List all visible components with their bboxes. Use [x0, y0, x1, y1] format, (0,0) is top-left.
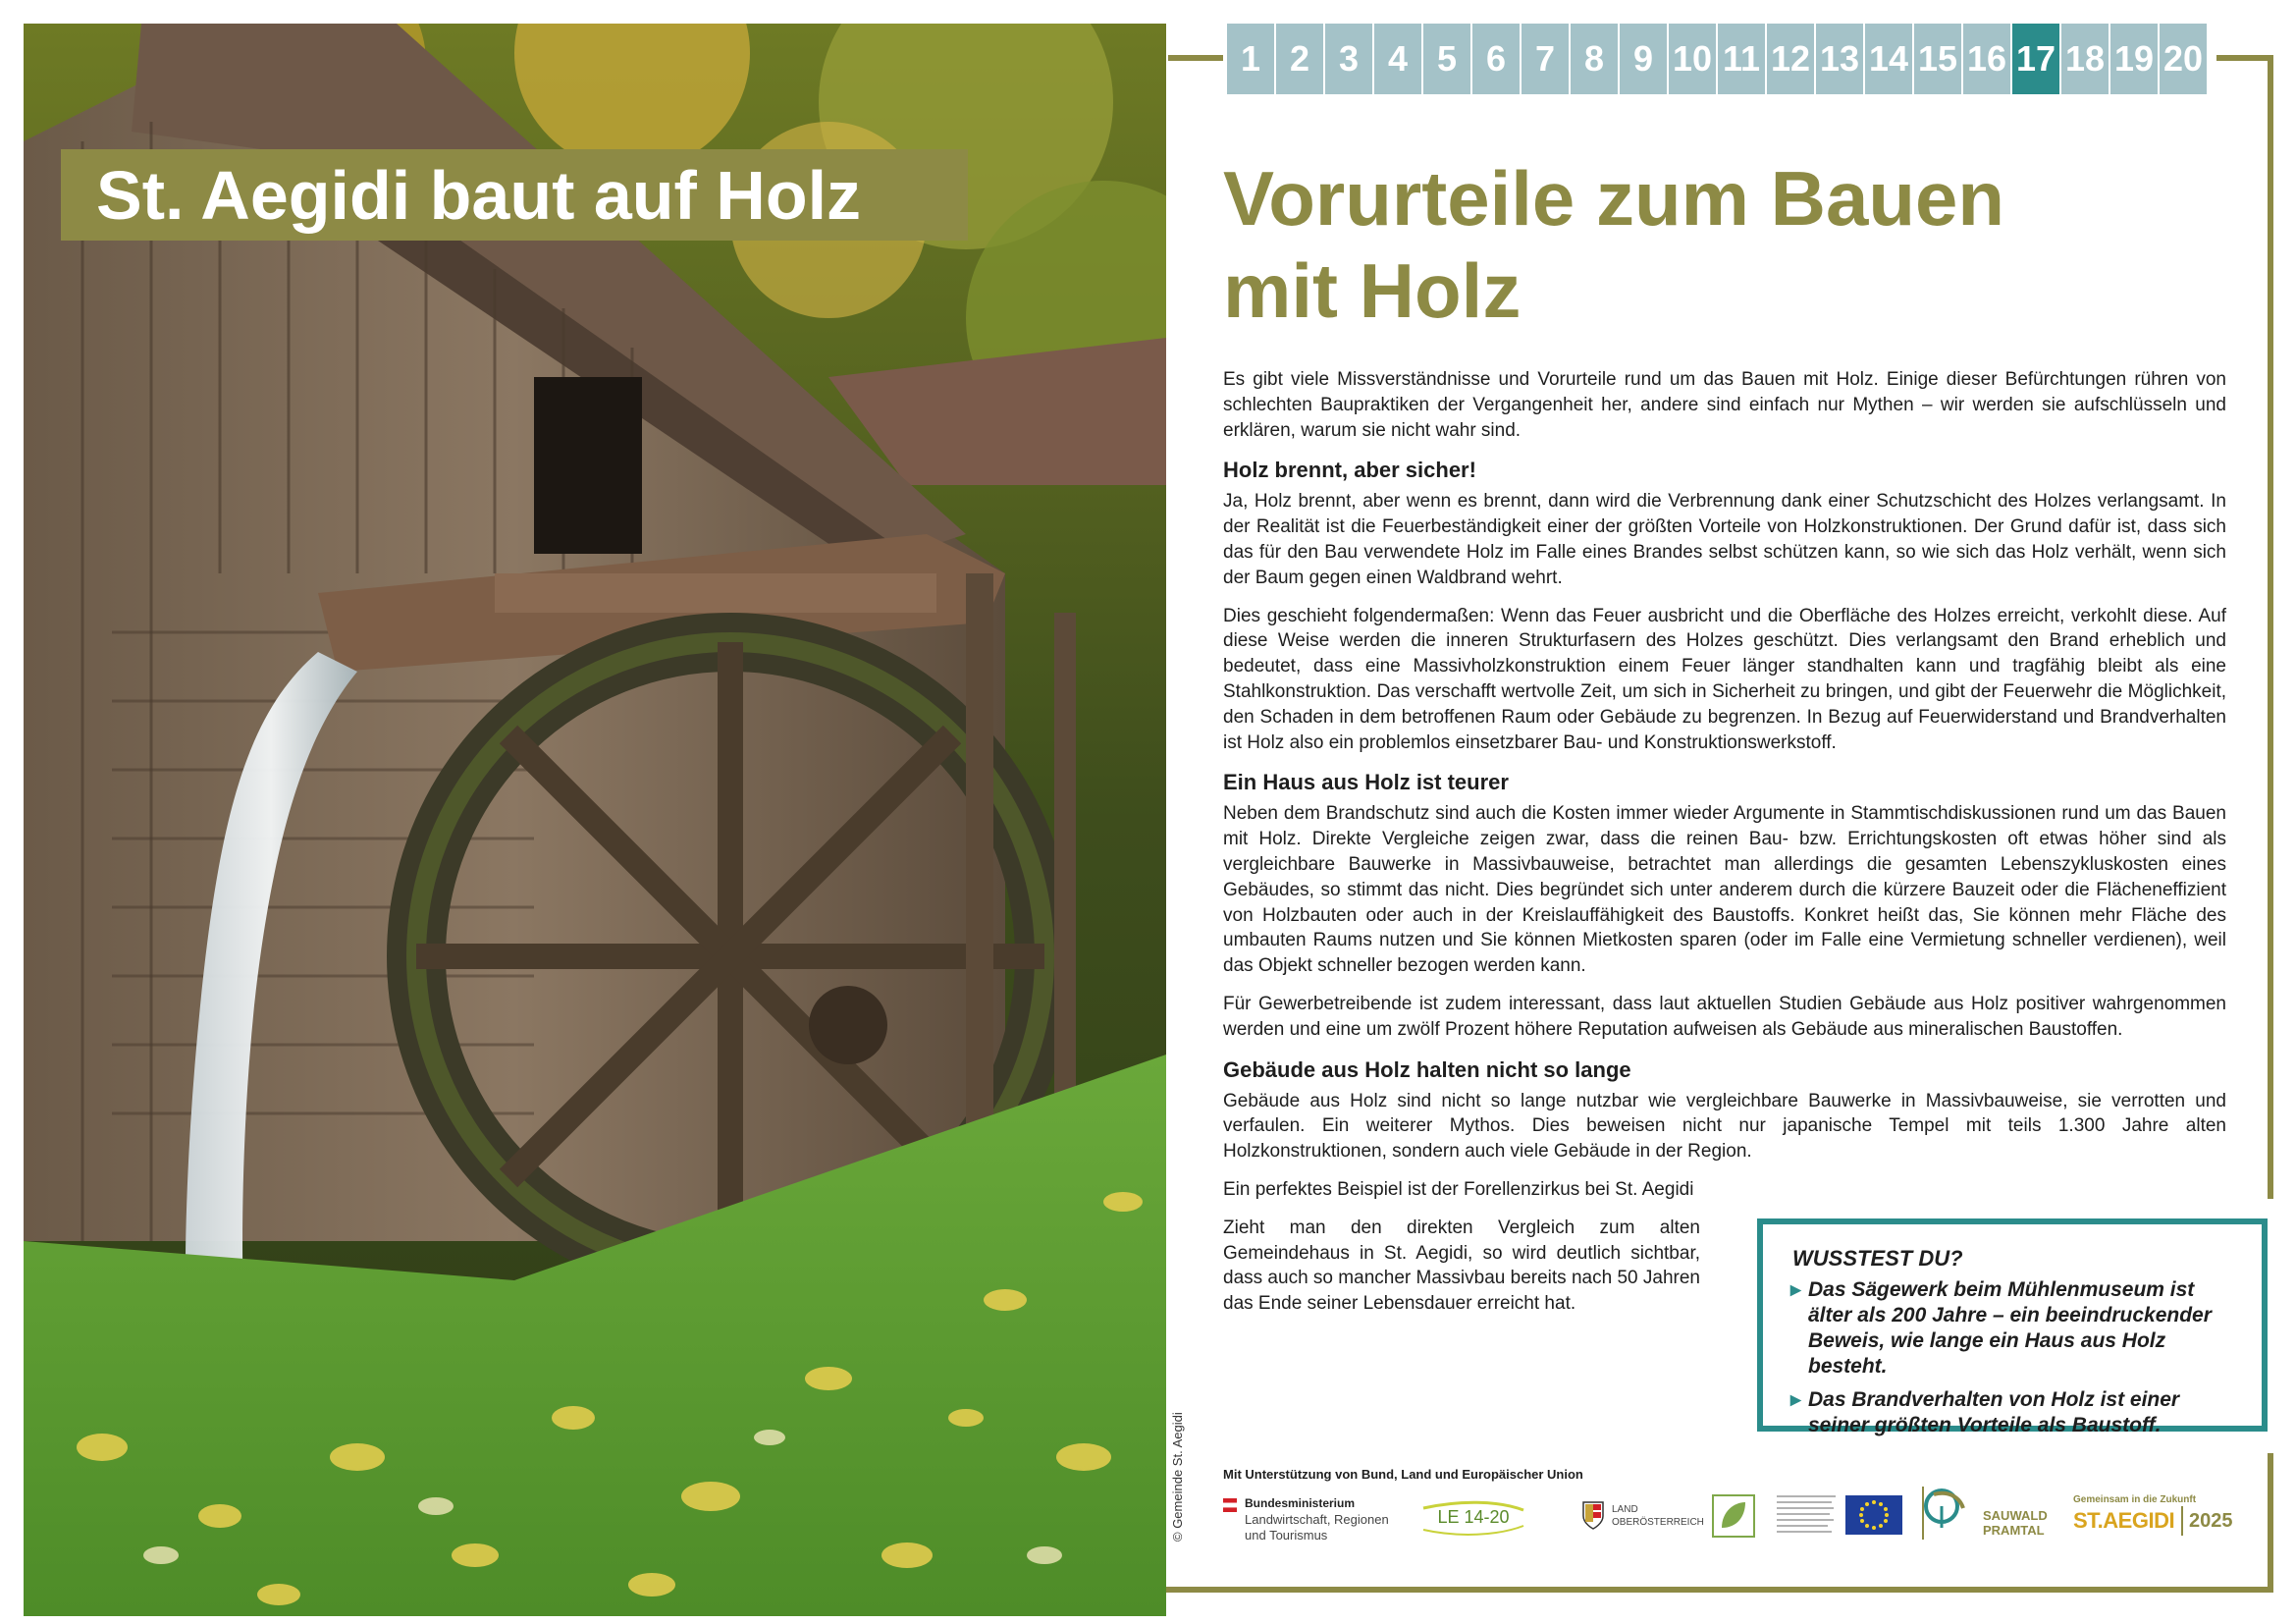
- fact-text: Das Brandverhalten von Holz ist einer seiner größten Vorteile als Baustoff.: [1808, 1388, 2180, 1436]
- fact-item: [1790, 1387, 2222, 1438]
- page-6[interactable]: 6: [1472, 24, 1520, 94]
- section-heading-cost: Ein Haus aus Holz ist teurer: [1223, 770, 1509, 795]
- page-7[interactable]: 7: [1522, 24, 1569, 94]
- eu-flag-icon: [1845, 1495, 1902, 1535]
- photo-credit: © Gemeinde St. Aegidi: [1170, 1412, 1185, 1542]
- page-3[interactable]: 3: [1325, 24, 1372, 94]
- article-headline: [1223, 152, 2205, 337]
- eu-fund-logo: [1775, 1492, 1902, 1538]
- region-swirl-icon: [1920, 1487, 1975, 1530]
- headline-line-2: mit Holz: [1223, 247, 1522, 334]
- frame-top-right-end: [2216, 55, 2273, 61]
- page-11[interactable]: 11: [1718, 24, 1765, 94]
- region-divider: [1922, 1487, 1924, 1540]
- page-19[interactable]: 19: [2110, 24, 2158, 94]
- durability-paragraph-2: Ein perfektes Beispiel ist der Forellenzirkus bei St. Aegidi: [1223, 1178, 1694, 1200]
- fact-box-title: WUSSTEST DU?: [1792, 1246, 1963, 1271]
- aegidi-name: ST.AEGIDI: [2073, 1508, 2175, 1533]
- fire-paragraph-2: Dies geschieht folgendermaßen: Wenn das Feuer ausbricht und die Oberfläche des Holzes erreicht, verkohlt diese. Auf diese Weise werden die inneren Strukturfasern des Holzes geschützt. Dies verlangsamt den Brand erheblich und bedeutet, dass eine Massivholzkonstruktion einem Feuer länger standhalten kann und tragfähig bleibt als eine Stahlkonstruktion. Das verschafft wertvolle Zeit, um sich in Sicherheit zu bringen, und gibt der Feuerwehr die Möglichkeit, den Schaden in dem betroffenen Raum oder Gebäude zu begrenzen. In Bezug auf Feuerwiderstand und Brandverhalten ist Holz also ein problemlos einsetzbarer Bau- und Konstruktionswerkstoff.: [1223, 605, 2226, 753]
- page-17-active[interactable]: 17: [2012, 24, 2059, 94]
- le-14-20-logo: [1419, 1498, 1527, 1538]
- page-18[interactable]: 18: [2061, 24, 2109, 94]
- watermill-photo: [24, 24, 1166, 1616]
- bullet-icon: ▸: [1790, 1388, 1801, 1411]
- ministry-line-2: Landwirtschaft, Regionen: [1245, 1512, 1389, 1527]
- le-logo-text: LE 14-20: [1437, 1507, 1510, 1527]
- section-heading-fire: Holz brennt, aber sicher!: [1223, 458, 1476, 483]
- fund-text-block-icon: [1775, 1492, 1838, 1538]
- page-9[interactable]: 9: [1620, 24, 1667, 94]
- page-10[interactable]: 10: [1669, 24, 1716, 94]
- ministry-line-3: und Tourismus: [1245, 1528, 1328, 1543]
- headline-line-1: Vorurteile zum Bauen: [1223, 155, 2005, 242]
- page-15[interactable]: 15: [1914, 24, 1961, 94]
- page-14[interactable]: 14: [1865, 24, 1912, 94]
- land-line-1: LAND: [1612, 1504, 1638, 1515]
- page-navigation: [1227, 24, 2207, 94]
- sauwald-pramtal-logo: [1920, 1487, 2048, 1540]
- page-5[interactable]: 5: [1423, 24, 1470, 94]
- frame-top-right: [1168, 55, 1223, 61]
- fact-box: [1757, 1218, 2268, 1436]
- durability-paragraph-3: Zieht man den direkten Vergleich zum alten Gemeindehaus in St. Aegidi, so wird deutlich sichtbar, dass auch so mancher Massivbau bereits nach 50 Jahren das Ende seiner Lebensdauer erreicht hat.: [1223, 1217, 1700, 1315]
- page-2[interactable]: 2: [1276, 24, 1323, 94]
- section-heading-durability: Gebäude aus Holz halten nicht so lange: [1223, 1056, 1631, 1082]
- fact-item: [1790, 1277, 2222, 1380]
- durability-paragraph-1: Gebäude aus Holz sind nicht so lange nutzbar wie vergleichbare Bauwerke in Massivbauweise, sie verrotten und verfaulen. Ein weiterer Mythos. Dies beweisen nicht nur japanische Tempel mit teils 1.300 Jahre alten Holzkonstruktionen, sondern auch viele Gebäude in der Region.: [1223, 1090, 2226, 1163]
- page-16[interactable]: 16: [1963, 24, 2010, 94]
- leader-leaf-icon: [1712, 1494, 1755, 1538]
- frame-right-lower: [2268, 1453, 2273, 1593]
- aegidi-year: 2025: [2189, 1510, 2233, 1532]
- region-line-1: SAUWALD: [1983, 1508, 2048, 1523]
- intro-paragraph: Es gibt viele Missverständnisse und Vorurteile rund um das Bauen mit Holz. Einige dieser Befürchtungen rühren von schlechten Baupraktiken der Vergangenheit her, andere sind einfach nur Mythen – wir werden sie aufschlüsseln und erklären, warum sie nicht wahr sind.: [1223, 369, 2226, 441]
- ministry-line-1: Bundesministerium: [1245, 1496, 1356, 1510]
- hero-title: St. Aegidi baut auf Holz: [96, 157, 862, 234]
- land-line-2: OBERÖSTERREICH: [1612, 1517, 1704, 1528]
- page-12[interactable]: 12: [1767, 24, 1814, 94]
- coat-of-arms-icon: [1582, 1500, 1604, 1530]
- page-20[interactable]: 20: [2160, 24, 2207, 94]
- fire-paragraph-1: Ja, Holz brennt, aber wenn es brennt, dann wird die Verbrennung dank einer Schutzschicht des Holzes verlangsamt. In der Realität ist die Feuerbeständigkeit einer der größten Vorteile von Holzkonstruktionen. Der Grund dafür ist, dass sich das für den Bau verwendete Holz im Falle eines Brandes selbst schützen kann, so wie sich das Holz verhält, wenn sich der Baum gegen einen Waldbrand wehrt.: [1223, 491, 2226, 588]
- page-4[interactable]: 4: [1374, 24, 1421, 94]
- aegidi-tagline: Gemeinsam in die Zukunft: [2073, 1494, 2197, 1505]
- st-aegidi-2025-logo: [2073, 1494, 2250, 1542]
- bullet-icon: ▸: [1790, 1278, 1801, 1301]
- page-1[interactable]: 1: [1227, 24, 1274, 94]
- frame-right-upper: [2268, 55, 2273, 1199]
- region-line-2: PRAMTAL: [1983, 1523, 2045, 1538]
- fact-list: [1790, 1277, 2222, 1446]
- cost-paragraph-2: Für Gewerbetreibende ist zudem interessant, dass laut aktuellen Studien Gebäude aus Holz positiver wahrgenommen werden und eine um zwölf Prozent höhere Reputation aufweisen als Gebäude aus mineralischen Baustoffen.: [1223, 993, 2226, 1040]
- ministry-logo: [1223, 1496, 1390, 1545]
- page-8[interactable]: 8: [1571, 24, 1618, 94]
- support-label: Mit Unterstützung von Bund, Land und Europäischer Union: [1223, 1467, 1583, 1482]
- article-body: [1223, 367, 2226, 1329]
- land-ooe-logo: [1582, 1498, 1704, 1538]
- fact-text: Das Sägewerk beim Mühlenmuseum ist älter als 200 Jahre – ein beeindruckender Beweis, wie lange ein Haus aus Holz besteht.: [1808, 1278, 2212, 1378]
- aegidi-divider: [2181, 1506, 2183, 1536]
- leader-logo: [1712, 1494, 1755, 1538]
- page-13[interactable]: 13: [1816, 24, 1863, 94]
- austria-flag-icon: [1223, 1498, 1237, 1512]
- cost-paragraph-1: Neben dem Brandschutz sind auch die Kosten immer wieder Argumente in Stammtischdiskussionen rund um das Bauen mit Holz. Direkte Vergleiche zeigen zwar, dass die reinen Bau- bzw. Errichtungskosten oft etwas höher sind als vergleichbare Bauwerke in Massivbauweise, betrachtet man allerdings die gesamten Lebenszykluskosten eines Gebäudes, so stimmt das nicht. Dies begründet sich unter anderem durch die kürzere Bauzeit oder die Flächeneffizient von Holzbauten oder auch in der Kreislauffähigkeit des Baustoffs. Konkret heißt das, Sie können mehr Fläche des umbauten Raums nutzen und Sie können Mietkosten sparen (oder im Falle eine Vermietung schneller verdienen), weil das Objekt schneller bezogen werden kann.: [1223, 803, 2226, 977]
